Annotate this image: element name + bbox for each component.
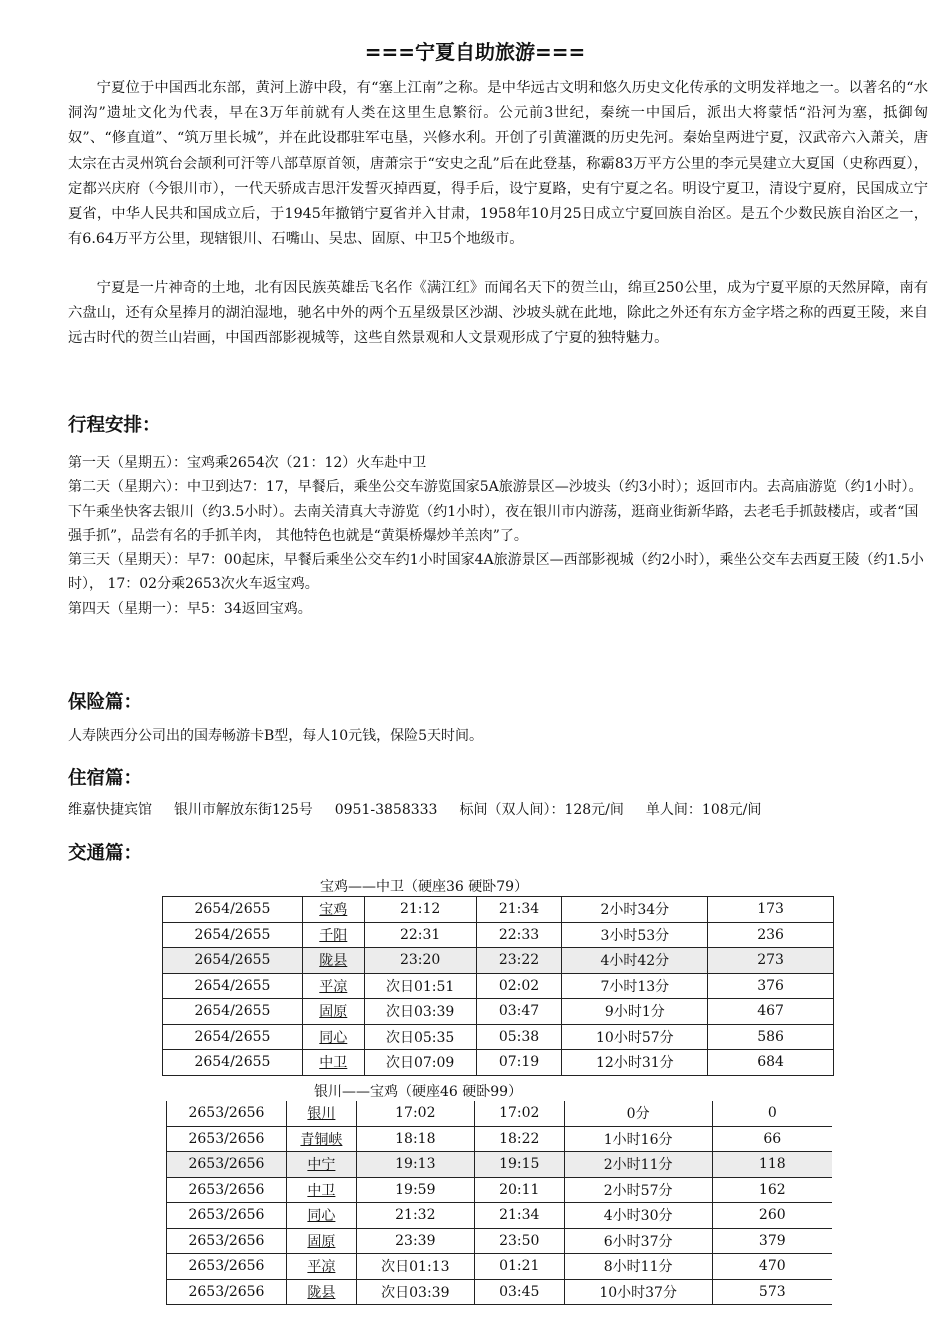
table-row	[163, 948, 834, 974]
table-row	[163, 1024, 834, 1050]
station-cell: 中卫	[302, 1050, 364, 1076]
duration-cell: 2小时34分	[562, 897, 708, 923]
station-cell: 青铜峡	[286, 1126, 356, 1152]
insurance-text: 人寿陕西分公司出的国寿畅游卡B型，每人10元钱，保险5天时间。	[68, 728, 484, 744]
station-cell: 同心	[286, 1203, 356, 1229]
station-cell: 平凉	[302, 973, 364, 999]
arrival-cell: 23:20	[364, 948, 476, 974]
table-row	[167, 1228, 833, 1254]
itinerary-day-2: 第二天（星期六）：中卫到达7：17，早餐后，乘坐公交车游览国家5A旅游景区—沙坡头（约3小时）；返回市内。去高庙游览（约1小时）。下午乘坐快客去银川（约3.5小时）。去南关清真大寺游览（约1小时），夜在银川市内游荡，逛商业街新华路，去老毛手抓鼓楼店，或者“国强手抓”，品尝有名的手抓羊肉， 其他特色也就是“黄渠桥爆炒羊羔肉”了。	[68, 479, 923, 544]
lodging-heading: 住宿篇：	[68, 768, 143, 789]
departure-cell: 18:22	[474, 1126, 564, 1152]
departure-cell: 23:22	[476, 948, 562, 974]
route1-timetable	[162, 896, 834, 1076]
arrival-cell: 22:31	[364, 922, 476, 948]
distance-cell: 379	[712, 1228, 832, 1254]
distance-cell: 236	[708, 922, 834, 948]
duration-cell: 8小时11分	[564, 1254, 712, 1280]
distance-cell: 66	[712, 1126, 832, 1152]
table-row	[167, 1254, 833, 1280]
station-cell: 同心	[302, 1024, 364, 1050]
departure-cell: 01:21	[474, 1254, 564, 1280]
table-row	[163, 922, 834, 948]
itinerary-day-4: 第四天（星期一）：早5：34返回宝鸡。	[68, 600, 312, 617]
station-cell: 平凉	[286, 1254, 356, 1280]
train-number-cell: 2654/2655	[163, 973, 303, 999]
train-number-cell: 2654/2655	[163, 922, 303, 948]
distance-cell: 684	[708, 1050, 834, 1076]
standard-room-price: 标间（双人间）：128元/间	[459, 802, 624, 818]
hotel-phone: 0951-3858333	[334, 802, 438, 818]
departure-cell: 21:34	[474, 1203, 564, 1229]
train-number-cell: 2654/2655	[163, 948, 303, 974]
train-number-cell: 2654/2655	[163, 897, 303, 923]
distance-cell: 470	[712, 1254, 832, 1280]
table-row	[167, 1203, 833, 1229]
duration-cell: 10小时37分	[564, 1279, 712, 1305]
single-room-price: 单人间：108元/间	[645, 802, 762, 818]
station-cell: 陇县	[302, 948, 364, 974]
intro-paragraph-2: 宁夏是一片神奇的土地，北有因民族英雄岳飞名作《满江红》而闻名天下的贺兰山，绵亘250公里，成为宁夏平原的天然屏障，南有六盘山，还有众星捧月的湖泊湿地，驰名中外的两个五星级景区沙湖、沙坡头就在此地，除此之外还有东方金字塔之称的西夏王陵，来自远古时代的贺兰山岩画，中国西部影视城等，这些自然景观和人文景观形成了宁夏的独特魅力。	[68, 280, 928, 347]
departure-cell: 21:34	[476, 897, 562, 923]
itinerary-day-3: 第三天（星期天）：早7：00起床，早餐后乘坐公交车约1小时国家4A旅游景区—西部影视城（约2小时），乘坐公交车去西夏王陵（约1.5小时）， 17：02分乘2653次火车返宝鸡。	[68, 552, 924, 593]
arrival-cell: 18:18	[356, 1126, 474, 1152]
arrival-cell: 21:32	[356, 1203, 474, 1229]
page-title: ===宁夏自助旅游===	[364, 40, 586, 64]
station-cell: 银川	[286, 1101, 356, 1126]
insurance-heading: 保险篇：	[68, 692, 143, 713]
station-cell: 宝鸡	[302, 897, 364, 923]
duration-cell: 12小时31分	[562, 1050, 708, 1076]
arrival-cell: 次日07:09	[364, 1050, 476, 1076]
table-row	[163, 973, 834, 999]
station-cell: 陇县	[286, 1279, 356, 1305]
train-number-cell: 2654/2655	[163, 1050, 303, 1076]
duration-cell: 4小时30分	[564, 1203, 712, 1229]
transport-heading: 交通篇：	[68, 843, 143, 864]
distance-cell: 260	[712, 1203, 832, 1229]
departure-cell: 19:15	[474, 1152, 564, 1178]
distance-cell: 586	[708, 1024, 834, 1050]
train-number-cell: 2653/2656	[167, 1279, 287, 1305]
table-row	[163, 999, 834, 1025]
itinerary-day-1: 第一天（星期五）：宝鸡乘2654次（21：12）火车赴中卫	[68, 455, 427, 471]
duration-cell: 3小时53分	[562, 922, 708, 948]
distance-cell: 0	[712, 1101, 832, 1126]
hotel-address: 银川市解放东街125号	[174, 802, 313, 818]
hotel-name: 维嘉快捷宾馆	[68, 802, 152, 818]
arrival-cell: 17:02	[356, 1101, 474, 1126]
table-row	[163, 897, 834, 923]
route2-caption: 银川——宝鸡（硬座46 硬卧99）	[314, 1084, 523, 1100]
station-cell: 固原	[286, 1228, 356, 1254]
arrival-cell: 19:59	[356, 1177, 474, 1203]
arrival-cell: 19:13	[356, 1152, 474, 1178]
train-number-cell: 2653/2656	[167, 1177, 287, 1203]
train-number-cell: 2653/2656	[167, 1101, 287, 1126]
departure-cell: 07:19	[476, 1050, 562, 1076]
train-number-cell: 2653/2656	[167, 1126, 287, 1152]
distance-cell: 162	[712, 1177, 832, 1203]
table-row	[167, 1279, 833, 1305]
distance-cell: 273	[708, 948, 834, 974]
intro-paragraph-1: 宁夏位于中国西北东部，黄河上游中段，有“塞上江南”之称。是中华远古文明和悠久历史文化传承的文明发祥地之一。以著名的“水洞沟”遗址文化为代表，早在3万年前就有人类在这里生息繁衍。公元前3世纪，秦统一中国后，派出大将蒙恬“沿河为塞，抵御匈奴”、“修直道”、“筑万里长城”，并在此设郡驻军屯垦，兴修水利。开创了引黄灌溉的历史先河。秦始皇两进宁夏，汉武帝六入萧关，唐太宗在古灵州筑台会颉利可汗等八部草原首领，唐萧宗于“安史之乱”后在此登基，称霸83万平方公里的李元昊建立大夏国（史称西夏），定都兴庆府（今银川市），一代天骄成吉思汗发誓灭掉西夏，得手后，设宁夏路，史有宁夏之名。明设宁夏卫，清设宁夏府，民国成立宁夏省，中华人民共和国成立后，于1945年撤销宁夏省并入甘肃，1958年10月25日成立宁夏回族自治区。是五个少数民族自治区之一，有6.64万平方公里，现辖银川、石嘴山、吴忠、固原、中卫5个地级市。	[68, 80, 928, 248]
duration-cell: 10小时57分	[562, 1024, 708, 1050]
arrival-cell: 次日03:39	[356, 1279, 474, 1305]
arrival-cell: 23:39	[356, 1228, 474, 1254]
train-number-cell: 2653/2656	[167, 1254, 287, 1280]
arrival-cell: 次日01:51	[364, 973, 476, 999]
table-row	[167, 1152, 833, 1178]
itinerary-heading: 行程安排：	[68, 415, 161, 436]
station-cell: 固原	[302, 999, 364, 1025]
arrival-cell: 次日03:39	[364, 999, 476, 1025]
departure-cell: 03:47	[476, 999, 562, 1025]
station-cell: 中宁	[286, 1152, 356, 1178]
duration-cell: 2小时11分	[564, 1152, 712, 1178]
duration-cell: 6小时37分	[564, 1228, 712, 1254]
duration-cell: 7小时13分	[562, 973, 708, 999]
departure-cell: 03:45	[474, 1279, 564, 1305]
train-number-cell: 2653/2656	[167, 1203, 287, 1229]
departure-cell: 05:38	[476, 1024, 562, 1050]
train-number-cell: 2653/2656	[167, 1228, 287, 1254]
table-row	[167, 1126, 833, 1152]
station-cell: 千阳	[302, 922, 364, 948]
departure-cell: 22:33	[476, 922, 562, 948]
distance-cell: 173	[708, 897, 834, 923]
itinerary-list	[68, 451, 930, 621]
station-cell: 中卫	[286, 1177, 356, 1203]
duration-cell: 1小时16分	[564, 1126, 712, 1152]
train-number-cell: 2654/2655	[163, 999, 303, 1025]
train-number-cell: 2653/2656	[167, 1152, 287, 1178]
distance-cell: 573	[712, 1279, 832, 1305]
duration-cell: 4小时42分	[562, 948, 708, 974]
train-number-cell: 2654/2655	[163, 1024, 303, 1050]
route1-caption: 宝鸡——中卫（硬座36 硬卧79）	[320, 879, 529, 895]
departure-cell: 02:02	[476, 973, 562, 999]
table-row	[167, 1101, 833, 1126]
arrival-cell: 21:12	[364, 897, 476, 923]
departure-cell: 23:50	[474, 1228, 564, 1254]
table-row	[163, 1050, 834, 1076]
distance-cell: 118	[712, 1152, 832, 1178]
lodging-info	[68, 799, 783, 819]
route2-timetable	[166, 1101, 832, 1305]
distance-cell: 467	[708, 999, 834, 1025]
duration-cell: 0分	[564, 1101, 712, 1126]
duration-cell: 9小时1分	[562, 999, 708, 1025]
duration-cell: 2小时57分	[564, 1177, 712, 1203]
table-row	[167, 1177, 833, 1203]
departure-cell: 17:02	[474, 1101, 564, 1126]
arrival-cell: 次日05:35	[364, 1024, 476, 1050]
arrival-cell: 次日01:13	[356, 1254, 474, 1280]
distance-cell: 376	[708, 973, 834, 999]
departure-cell: 20:11	[474, 1177, 564, 1203]
